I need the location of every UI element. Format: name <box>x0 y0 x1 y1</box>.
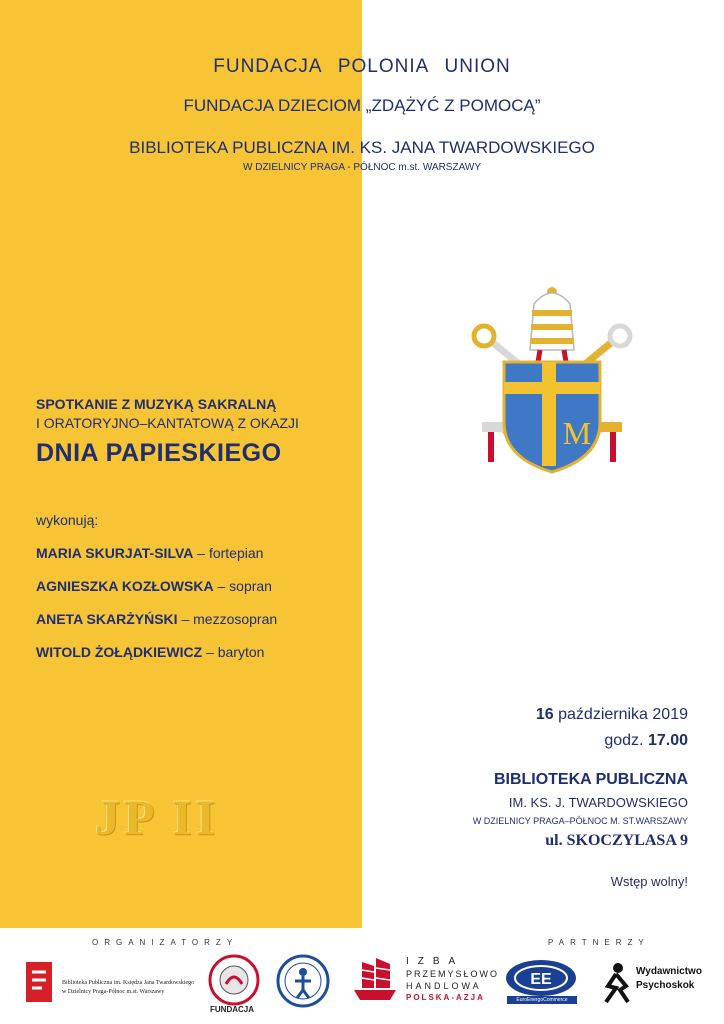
event-title-line-1: SPOTKANIE Z MUZYKĄ SAKRALNĄ <box>36 396 277 412</box>
organizer-heading-3: BIBLIOTEKA PUBLICZNA IM. KS. JANA TWARDOWSKIEGO <box>129 138 595 157</box>
psychoskok-line-1: Wydawnictwo <box>636 966 702 977</box>
performer-row <box>36 545 356 561</box>
psychoskok-line-2: Psychoskok <box>636 980 695 991</box>
free-entry-note: Wstęp wolny! <box>610 874 688 889</box>
svg-text:M: M <box>562 415 592 451</box>
eec-logo-label: EuroEnergoCommerce <box>507 996 577 1004</box>
performer-role: – sopran <box>217 578 272 594</box>
shield-icon <box>504 362 600 472</box>
performer-name: ANETA SKARŻYŃSKI <box>36 611 178 627</box>
performer-name: AGNIESZKA KOZŁOWSKA <box>36 578 214 594</box>
venue-patron: IM. KS. J. TWARDOWSKIEGO <box>508 795 688 810</box>
library-book-icon <box>22 960 58 1004</box>
library-logo-line-2: w Dzielnicy Praga-Północ m.st. Warszawy <box>62 989 165 995</box>
organizers-label: ORGANIZATORZY <box>92 938 239 947</box>
performers-list <box>36 512 356 677</box>
euroenergocommerce-logo <box>504 958 578 1006</box>
library-logo <box>22 960 202 1006</box>
psychoskok-logo <box>598 962 710 1006</box>
event-time-label: godz. <box>604 732 644 749</box>
event-title-main: DNIA PAPIESKIEGO <box>36 439 282 467</box>
organizer-heading-2: FUNDACJA DZIECIOM „ZDĄŻYĆ Z POMOCĄ” <box>183 96 541 115</box>
izba-line-1: IZBA <box>406 956 465 967</box>
organizer-heading-1: FUNDACJA POLONIA UNION <box>213 56 511 77</box>
event-title-line-2: I ORATORYJNO–KANTATOWĄ Z OKAZJI <box>36 415 299 431</box>
performer-role: – baryton <box>206 644 265 660</box>
performer-row <box>36 578 356 594</box>
event-time-value: 17.00 <box>647 732 688 749</box>
event-date <box>536 706 688 724</box>
psychoskok-figure-icon <box>598 962 634 1004</box>
performer-role: – fortepian <box>197 545 264 561</box>
event-time <box>604 732 688 750</box>
polonia-logo-label: FUNDACJA <box>210 1005 254 1014</box>
venue-name: BIBLIOTEKA PUBLICZNA <box>493 771 688 788</box>
polonia-emblem-icon <box>208 954 260 1006</box>
partners-label: PARTNERZY <box>548 938 650 947</box>
children-foundation-emblem-icon <box>276 954 330 1008</box>
event-date-rest: października 2019 <box>558 706 688 723</box>
library-logo-line-1: Biblioteka Publiczna im. Księdza Jana Twardowskiego <box>62 980 195 986</box>
performer-role: – mezzosopran <box>181 611 278 627</box>
polonia-union-logo <box>208 954 266 1016</box>
junk-ship-icon <box>348 956 402 1004</box>
children-foundation-logo <box>276 954 332 1010</box>
venue-address: ul. SKOCZYLASA 9 <box>545 832 688 849</box>
performer-row <box>36 611 356 627</box>
eec-emblem-icon <box>504 958 578 998</box>
svg-text:EE: EE <box>530 971 552 988</box>
event-date-day: 16 <box>535 706 554 723</box>
venue-district: W DZIELNICY PRAGA–PÓŁNOC M. ST.WARSZAWY <box>472 816 688 826</box>
performer-row <box>36 644 356 660</box>
organizer-heading-4: W DZIELNICY PRAGA - PÓŁNOC m.st. WARSZAWY <box>243 162 481 173</box>
event-title <box>36 396 356 468</box>
jp2-emblem-text: JP II <box>95 789 220 845</box>
izba-line-2: PRZEMYSŁOWO <box>406 969 500 979</box>
performers-intro: wykonują: <box>36 512 99 528</box>
performer-name: MARIA SKURJAT-SILVA <box>36 545 194 561</box>
izba-line-4: POLSKA-AZJA <box>406 993 485 1002</box>
papal-coat-of-arms-icon <box>462 282 642 482</box>
izba-logo <box>348 956 500 1008</box>
izba-line-3: HANDLOWA <box>406 981 482 991</box>
performer-name: WITOLD ŻOŁĄDKIEWICZ <box>36 644 203 660</box>
